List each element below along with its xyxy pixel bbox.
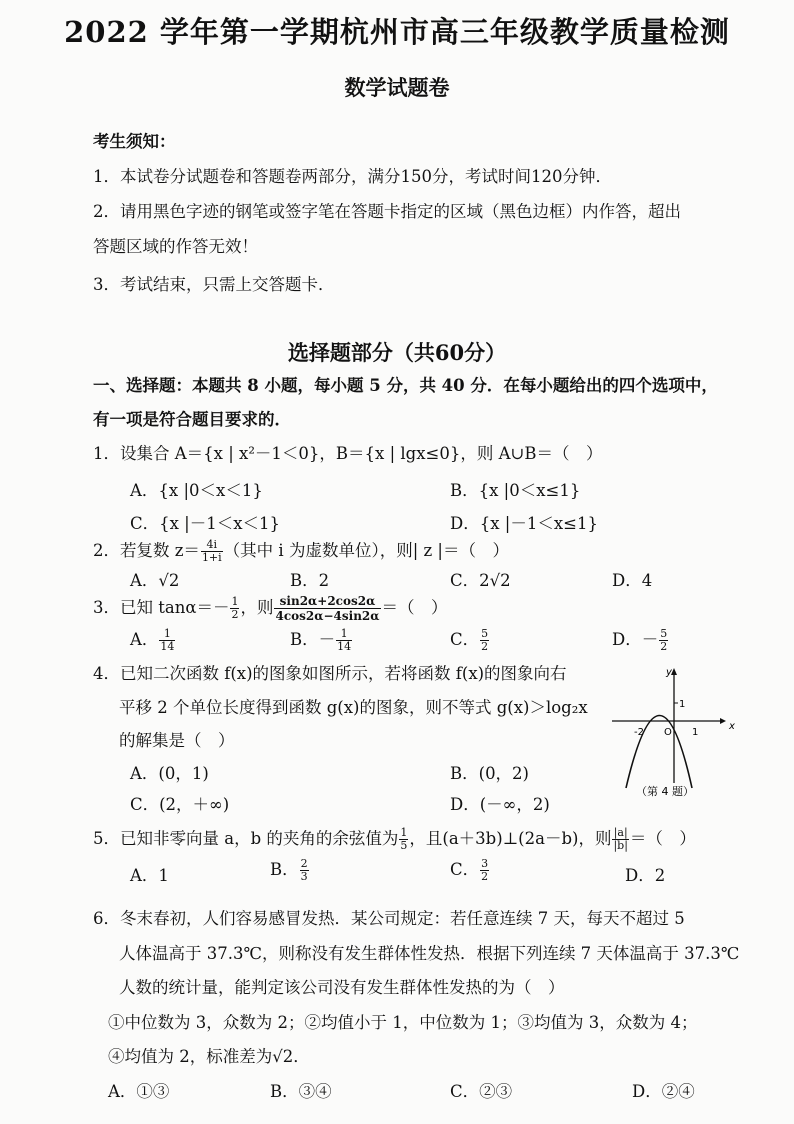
q6-line-3: 人数的统计量，能判定该公司没有发生群体性发热的为（ ）: [119, 978, 565, 997]
q5-b-label: B．: [270, 860, 299, 879]
q5-option-b: [270, 856, 310, 883]
q2-option-c: C．2√2: [450, 571, 511, 590]
q5-stem: [93, 825, 696, 852]
q3-b-label: B．－: [290, 630, 336, 649]
q3-tan-num: 1: [231, 595, 239, 608]
q3-option-a: [130, 626, 176, 653]
notice-item-2-cont: 答题区域的作答无效！: [93, 237, 258, 256]
q4-option-d: D．(－∞，2): [450, 795, 550, 814]
q5-stem-pre: 5．已知非零向量 a，b 的夹角的余弦值为: [93, 829, 399, 848]
q4-figure: [608, 663, 738, 803]
exam-title: 2022 学年第一学期杭州市高三年级教学质量检测: [64, 15, 730, 49]
q3-b-fraction: [336, 628, 352, 653]
tick-label-1-y: 1: [679, 699, 686, 710]
q5-option-d: D．2: [625, 866, 666, 885]
q3-a-num: 1: [159, 628, 175, 641]
q4-line-2: 平移 2 个单位长度得到函数 g(x)的图象，则不等式 g(x)＞log₂x: [119, 698, 588, 717]
q1-option-a: A．{x |0＜x＜1}: [130, 481, 263, 500]
q6-line-5: ④均值为 2，标准差为√2．: [108, 1047, 310, 1066]
q1-option-d: D．{x |－1＜x≤1}: [450, 514, 598, 533]
q3-option-d: [612, 626, 669, 653]
q6-line-2: 人体温高于 37.3℃，则称没有发生群体性发热．根据下列连续 7 天体温高于 37.3℃: [119, 944, 740, 963]
q2-stem-pre: 2．若复数 z＝: [93, 541, 200, 560]
q2-stem-post: （其中 i 为虚数单位），则| z |＝（ ）: [223, 541, 509, 560]
q3-stem: [93, 594, 448, 623]
q3-stem-post: ＝（ ）: [381, 598, 448, 617]
q5-cos-fraction: [399, 827, 408, 852]
q3-expr-den: 4cos2α−4sin2α: [275, 609, 380, 623]
tick-label-neg2: -2: [634, 727, 644, 738]
q6-line-4: ①中位数为 3，众数为 2；②均值小于 1，中位数为 1；③均值为 3，众数为 4；: [108, 1013, 698, 1032]
q1-option-c: C．{x |－1＜x＜1}: [130, 514, 281, 533]
origin-label: O: [664, 727, 672, 738]
figure-caption: （第 4 题）: [636, 785, 694, 798]
x-axis-label: x: [729, 721, 735, 732]
q4-parabola-graph: [608, 663, 738, 803]
q3-option-c: [450, 626, 490, 653]
notice-item-3: 3．考试结束，只需上交答题卡．: [93, 275, 335, 294]
q5-cos-num: 1: [400, 826, 408, 839]
q3-stem-pre: 3．已知 tanα＝－: [93, 598, 230, 617]
q3-tan-fraction: [230, 596, 239, 621]
q3-stem-mid: ，则: [240, 598, 274, 617]
exam-subtitle: 数学试题卷: [344, 75, 450, 100]
section-instruction-1: 一、选择题：本题共 8 小题，每小题 5 分，共 40 分．在每小题给出的四个选项中，: [93, 376, 718, 395]
q2-option-b: B．2: [290, 571, 330, 590]
q3-d-den: 2: [660, 640, 668, 653]
q6-option-c: C．②③: [450, 1082, 513, 1101]
x-axis-arrow-icon: [720, 718, 726, 724]
section-title: 选择题部分（共60分）: [287, 340, 507, 365]
notice-heading: 考生须知：: [93, 132, 176, 151]
q3-b-num: 1: [336, 628, 352, 641]
q5-ratio-den: |b|: [613, 839, 628, 852]
q3-expr-num: sin2α+2cos2α: [274, 594, 380, 609]
q5-ratio-num: |a|: [613, 826, 628, 839]
q5-stem-mid: ，且(a＋3b)⊥(2a－b)，则: [409, 829, 612, 848]
q3-b-den: 14: [337, 640, 352, 653]
y-axis-label: y: [666, 667, 672, 678]
q3-d-num: 5: [660, 627, 668, 640]
notice-item-1: 1．本试卷分试题卷和答题卷两部分，满分150分，考试时间120分钟．: [93, 167, 612, 186]
q3-d-label: D．－: [612, 630, 659, 649]
q4-option-b: B．(0，2): [450, 764, 529, 783]
q5-b-num: 2: [300, 857, 308, 870]
q4-line-3: 的解集是（ ）: [119, 731, 235, 750]
q6-option-d: D．②④: [632, 1082, 695, 1101]
q6-option-a: A．①③: [108, 1082, 170, 1101]
q3-c-label: C．: [450, 630, 480, 649]
q1-option-b: B．{x |0＜x≤1}: [450, 481, 581, 500]
q2-stem: [93, 537, 509, 564]
tick-label-1-x: 1: [692, 727, 699, 738]
q2-frac-den: 1+i: [201, 551, 222, 564]
q5-b-den: 3: [300, 870, 308, 883]
q3-c-den: 2: [481, 640, 489, 653]
q4-option-a: A．(0，1): [130, 764, 209, 783]
q2-fraction: [201, 539, 223, 564]
q1-stem: 1．设集合 A＝{x | x²－1＜0}，B＝{x | lgx≤0}，则 A∪B＝（ ）: [93, 444, 603, 463]
q5-c-den: 2: [481, 870, 489, 883]
q5-c-num: 3: [481, 857, 489, 870]
q3-option-b: [290, 626, 353, 653]
q5-ratio-fraction: [612, 827, 628, 852]
notice-item-2: 2．请用黑色字迹的钢笔或签字笔在答题卡指定的区域（黑色边框）内作答，超出: [93, 202, 681, 221]
q3-d-fraction: [659, 628, 668, 653]
q3-tan-den: 2: [231, 608, 239, 621]
q6-line-1: 6．冬末春初，人们容易感冒发热．某公司规定：若任意连续 7 天，每天不超过 5: [93, 909, 685, 928]
q2-frac-num: 4i: [201, 539, 223, 552]
q3-expr-fraction: [274, 594, 380, 623]
q5-c-label: C．: [450, 860, 480, 879]
q5-option-a: A．1: [130, 866, 169, 885]
q2-option-a: A．√2: [130, 571, 180, 590]
q5-cos-den: 5: [400, 839, 408, 852]
q2-option-d: D．4: [612, 571, 653, 590]
q6-option-b: B．③④: [270, 1082, 332, 1101]
q5-c-fraction: [480, 858, 489, 883]
q3-c-fraction: [480, 628, 489, 653]
q3-a-label: A．: [130, 630, 159, 649]
q3-c-num: 5: [481, 627, 489, 640]
q4-line-1: 4．已知二次函数 f(x)的图象如图所示，若将函数 f(x)的图象向右: [93, 664, 567, 683]
q5-b-fraction: [300, 858, 309, 883]
q4-option-c: C．(2，＋∞): [130, 795, 230, 814]
q3-a-fraction: [159, 628, 175, 653]
q5-option-c: [450, 856, 490, 883]
q5-stem-post: ＝（ ）: [629, 829, 696, 848]
q3-a-den: 14: [160, 640, 175, 653]
section-instruction-2: 有一项是符合题目要求的．: [93, 410, 291, 429]
